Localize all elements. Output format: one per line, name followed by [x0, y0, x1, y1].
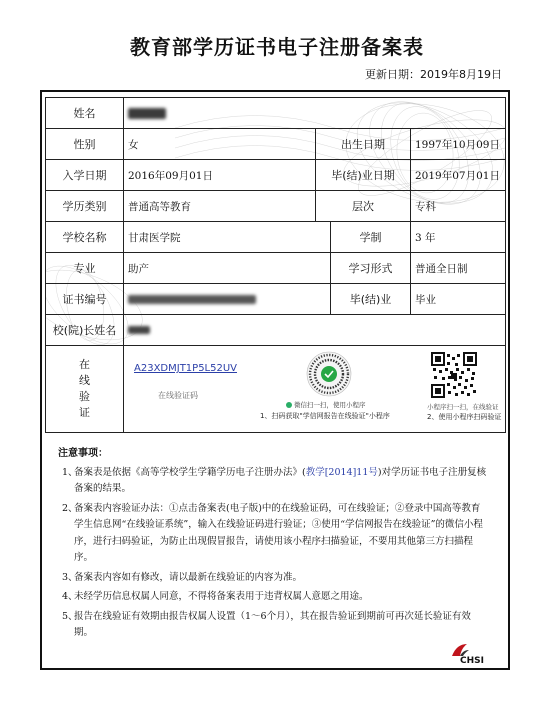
grad-status-label: 毕(结)业	[331, 284, 411, 315]
page-title: 教育部学历证书电子注册备案表	[130, 35, 424, 59]
gender-label: 性别	[46, 129, 124, 160]
note-text: 备案表是依据《高等学校学生学籍学历电子注册办法》(	[74, 466, 306, 478]
note-text: 备案表内容验证办法：①点击备案表(电子版)中的在线验证码，可在线验证；②登录中国高等教育学生信息网“在线验证系统”，输入在线验证码进行验证；③使用“学信网报告在线验证”的微信小程序，进行扫码验证，为防止出现假冒报告，请使用该小程序扫描验证，不要用其他第三方扫描程序。	[74, 502, 483, 563]
row-major	[46, 253, 506, 284]
verify-code-caption: 在线验证码	[158, 391, 198, 400]
notes-title: 注意事项：	[58, 448, 108, 459]
level-value: 专科	[411, 191, 506, 222]
qr2-group	[407, 348, 506, 432]
verify-label-cell	[46, 346, 124, 433]
gender-value: 女	[124, 129, 316, 160]
note-item	[58, 570, 488, 587]
study-form-value: 普通全日制	[411, 253, 506, 284]
row-verify	[46, 346, 506, 433]
school-label: 学校名称	[46, 222, 124, 253]
update-date: 更新日期：2019年8月19日	[365, 68, 502, 81]
name-value-redacted	[124, 98, 506, 129]
duration-label: 学制	[331, 222, 411, 253]
verify-label-char: 验	[79, 390, 90, 403]
qr1-hint	[286, 400, 366, 409]
note-number: 1、	[62, 466, 78, 478]
row-dates	[46, 160, 506, 191]
mini-program-code-icon[interactable]	[299, 350, 359, 398]
level-label: 层次	[316, 191, 411, 222]
notes-list	[58, 465, 488, 642]
qr2-hint: 小程序扫一扫，在线验证	[427, 403, 499, 411]
cert-no-value-redacted	[124, 284, 331, 315]
row-school	[46, 222, 506, 253]
president-value-redacted	[124, 315, 506, 346]
row-gender-birth	[46, 129, 506, 160]
birth-label: 出生日期	[316, 129, 411, 160]
registration-table	[45, 97, 506, 433]
row-name	[46, 98, 506, 129]
grad-date-value: 2019年07月01日	[411, 160, 506, 191]
qr1-hint-text: 微信扫一扫，使用小程序	[294, 401, 366, 409]
note-item	[58, 465, 488, 498]
verify-label	[50, 357, 119, 421]
birth-value: 1997年10月09日	[411, 129, 506, 160]
verify-label-char: 线	[79, 374, 90, 387]
edu-type-label: 学历类别	[46, 191, 124, 222]
enroll-value: 2016年09月01日	[124, 160, 316, 191]
note-item	[58, 589, 488, 606]
cert-no-label: 证书编号	[46, 284, 124, 315]
verify-code-link[interactable]: A23XDMJT1P5L52UV	[134, 363, 238, 374]
name-label: 姓名	[46, 98, 124, 129]
note-text: 报告在线验证有效期由报告权属人设置（1～6个月），其在报告验证到期前可再次延长验证有效期。	[74, 610, 471, 638]
verify-label-char: 在	[79, 358, 90, 371]
notes-section	[58, 446, 488, 645]
qr1-caption: 1、扫码获取"学信网报告在线验证"小程序	[260, 412, 390, 420]
edu-type-value: 普通高等教育	[124, 191, 316, 222]
wechat-icon	[286, 402, 292, 408]
chsi-logo-text: CHSI	[460, 656, 484, 666]
note-text: )对学历证书电子注册复核备案的结果。	[74, 466, 487, 494]
note-number: 5、	[62, 610, 78, 622]
major-value: 助产	[124, 253, 331, 284]
note-item	[58, 609, 488, 642]
note-number: 4、	[62, 591, 78, 602]
row-president	[46, 315, 506, 346]
row-edu-type	[46, 191, 506, 222]
note-link[interactable]: 教学[2014]11号	[305, 466, 378, 478]
grad-status-value: 毕业	[411, 284, 506, 315]
note-text: 未经学历信息权属人同意，不得将备案表用于违背权属人意愿之用途。	[74, 591, 369, 602]
note-number: 3、	[62, 571, 78, 583]
row-cert	[46, 284, 506, 315]
qr-code-icon[interactable]	[431, 352, 477, 398]
major-label: 专业	[46, 253, 124, 284]
note-text: 备案表内容如有修改，请以最新在线验证的内容为准。	[74, 571, 303, 583]
qr1-group	[254, 348, 404, 432]
verify-content-cell	[124, 346, 506, 433]
note-number: 2、	[62, 502, 78, 514]
grad-date-label: 毕(结)业日期	[316, 160, 411, 191]
enroll-label: 入学日期	[46, 160, 124, 191]
study-form-label: 学习形式	[331, 253, 411, 284]
duration-value: 3 年	[411, 222, 506, 253]
qr2-caption: 2、使用小程序扫码验证	[427, 413, 502, 421]
note-item	[58, 501, 488, 567]
school-value: 甘肃医学院	[124, 222, 331, 253]
verify-label-char: 证	[79, 406, 90, 419]
president-label: 校(院)长姓名	[46, 315, 124, 346]
